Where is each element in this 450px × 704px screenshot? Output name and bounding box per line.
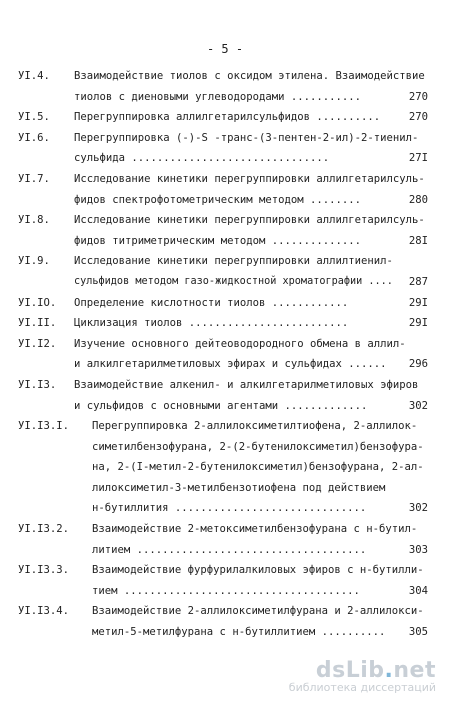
toc-entry-number: УI.II. xyxy=(18,317,57,330)
toc-entry-number: УI.7. xyxy=(18,172,50,185)
toc-entry xyxy=(18,251,428,292)
toc-page-number: 270 xyxy=(408,111,428,124)
toc-entry-number: УI.IO. xyxy=(18,296,57,309)
toc-entry-text: Определение кислотности тиолов ............ xyxy=(74,296,349,309)
toc-entry-text: тиолов с диеновыми углеводородами ........... xyxy=(74,90,362,103)
toc-entry xyxy=(18,560,428,601)
toc-entry-text: и сульфидов с основными агентами ............. xyxy=(74,399,368,412)
toc-entry-number: УI.I3.I. xyxy=(18,420,70,433)
toc-line xyxy=(18,622,428,643)
toc-entry-text: метил-5-метилфурана с н-бутиллитием .......... xyxy=(92,626,386,639)
toc-line xyxy=(18,601,428,622)
toc-entry xyxy=(18,416,428,519)
toc-page-number: 304 xyxy=(408,584,428,597)
toc-entry-text: тием ..................................... xyxy=(92,584,360,597)
toc-line xyxy=(18,416,428,437)
toc-page-number: 302 xyxy=(408,502,428,515)
toc-entry-text: Взаимодействие фурфурилалкиловых эфиров с н-бутилли- xyxy=(92,564,424,577)
toc-entry xyxy=(18,128,428,169)
toc-entry-text: фидов спектрофотометрическим методом ........ xyxy=(74,193,362,206)
toc-entry-text: н-бутиллития .............................. xyxy=(92,502,367,515)
toc-entry xyxy=(18,293,428,314)
toc-entry xyxy=(18,375,428,416)
toc-line xyxy=(18,478,428,499)
toc-page-number: 296 xyxy=(408,358,428,371)
page-number: - 5 - xyxy=(206,42,244,56)
toc-line xyxy=(18,375,428,396)
toc-line xyxy=(18,231,428,252)
toc-page-number: 280 xyxy=(408,193,428,206)
toc-entry xyxy=(18,519,428,560)
toc-entry-number: УI.I3.3. xyxy=(18,564,70,577)
watermark-logo: dsLib.net xyxy=(315,658,436,683)
toc-entry-text: Изучение основного дейтеоводородного обмена в аллил- xyxy=(74,337,406,350)
toc-entry-text: Взаимодействие алкенил- и алкилгетарилметиловых эфиров xyxy=(74,378,419,391)
toc-entry-text: фидов титриметрическим методом .............. xyxy=(74,234,362,247)
toc-entry-number: УI.6. xyxy=(18,131,50,144)
toc-line xyxy=(18,396,428,417)
toc-entry xyxy=(18,107,428,128)
toc-entry-number: УI.9. xyxy=(18,255,50,268)
toc-line xyxy=(18,498,428,519)
toc-line xyxy=(18,437,428,458)
toc-entry-text: Циклизация тиолов ......................... xyxy=(74,317,349,330)
toc-line xyxy=(18,581,428,602)
toc-entry-text: Перегруппировка 2-аллилоксиметилтиофена, 2-аллилок- xyxy=(92,420,418,433)
toc-entry-text: Исследование кинетики перегруппировки аллилгетарилсуль- xyxy=(74,214,425,227)
toc-line xyxy=(18,66,428,87)
toc-line xyxy=(18,293,428,314)
toc-page-number: 270 xyxy=(408,90,428,103)
toc-entry-number: УI.8. xyxy=(18,214,50,227)
toc-line xyxy=(18,107,428,128)
toc-entry-text: литием .................................... xyxy=(92,543,367,556)
toc-page-number: 29I xyxy=(408,296,428,309)
toc-page-number: 27I xyxy=(408,152,428,165)
toc-line xyxy=(18,313,428,334)
toc-entry xyxy=(18,169,428,210)
toc-line xyxy=(18,334,428,355)
toc-line xyxy=(18,128,428,149)
toc-line xyxy=(18,272,428,293)
toc-entry-text: Взаимодействие 2-метоксиметилбензофурана с н-бутил- xyxy=(92,523,418,536)
toc-page-number: 305 xyxy=(408,626,428,639)
toc-entry xyxy=(18,601,428,642)
toc-entry-text: и алкилгетарилметиловых эфирах и сульфидах ...... xyxy=(74,358,387,371)
toc-entry-number: УI.I3.2. xyxy=(18,523,70,536)
toc-entry xyxy=(18,334,428,375)
toc-entry-text: на, 2-(I-метил-2-бутенилоксиметил)бензофурана, 2-ал- xyxy=(92,461,424,474)
toc-entry-text: Исследование кинетики перегруппировки аллилгетарилсуль- xyxy=(74,172,425,185)
toc-line xyxy=(18,457,428,478)
toc-entry-number: УI.I2. xyxy=(18,337,57,350)
toc-entry-text: Взаимодействие 2-аллилоксиметилфурана и 2-аллилокси- xyxy=(92,605,424,618)
toc-entry-number: УI.5. xyxy=(18,111,50,124)
toc-line xyxy=(18,190,428,211)
toc-line xyxy=(18,519,428,540)
toc-entry-text: Перегруппировка аллилгетарилсульфидов .......... xyxy=(74,111,381,124)
toc-entry xyxy=(18,313,428,334)
toc-page-number: 28I xyxy=(408,234,428,247)
toc-entry-text: сульфида ............................... xyxy=(74,152,330,165)
toc-page-number: 303 xyxy=(408,543,428,556)
table-of-contents xyxy=(18,66,428,643)
toc-entry-text: Перегруппировка (-)-S -транс-(3-пентен-2-ил)-2-тиенил- xyxy=(74,131,419,144)
toc-line xyxy=(18,354,428,375)
toc-page-number: 287 xyxy=(408,275,428,288)
toc-entry-text: симетилбензофурана, 2-(2-бутенилоксиметил)бензофура- xyxy=(92,440,424,453)
toc-line xyxy=(18,210,428,231)
toc-line xyxy=(18,540,428,561)
toc-entry-text: Исследование кинетики перегруппировки аллилтиенил- xyxy=(74,255,393,268)
toc-entry-text: сульфидов методом газо-жидкостной хроматографии .... xyxy=(74,275,393,287)
toc-entry xyxy=(18,210,428,251)
toc-line xyxy=(18,251,428,272)
toc-page-number: 29I xyxy=(408,317,428,330)
watermark-subtitle: библиотека диссертаций xyxy=(288,681,436,694)
toc-entry-text: лилоксиметил-3-метилбензотиофена под действием xyxy=(92,481,386,494)
toc-entry-number: УI.I3.4. xyxy=(18,605,70,618)
toc-line xyxy=(18,87,428,108)
toc-entry-number: УI.I3. xyxy=(18,378,57,391)
toc-entry-number: УI.4. xyxy=(18,70,50,82)
toc-line xyxy=(18,148,428,169)
toc-entry xyxy=(18,66,428,107)
toc-line xyxy=(18,169,428,190)
watermark xyxy=(289,658,436,694)
toc-line xyxy=(18,560,428,581)
toc-page-number: 302 xyxy=(408,399,428,412)
toc-entry-text: Взаимодействие тиолов с оксидом этилена. Взаимодействие xyxy=(74,70,425,82)
